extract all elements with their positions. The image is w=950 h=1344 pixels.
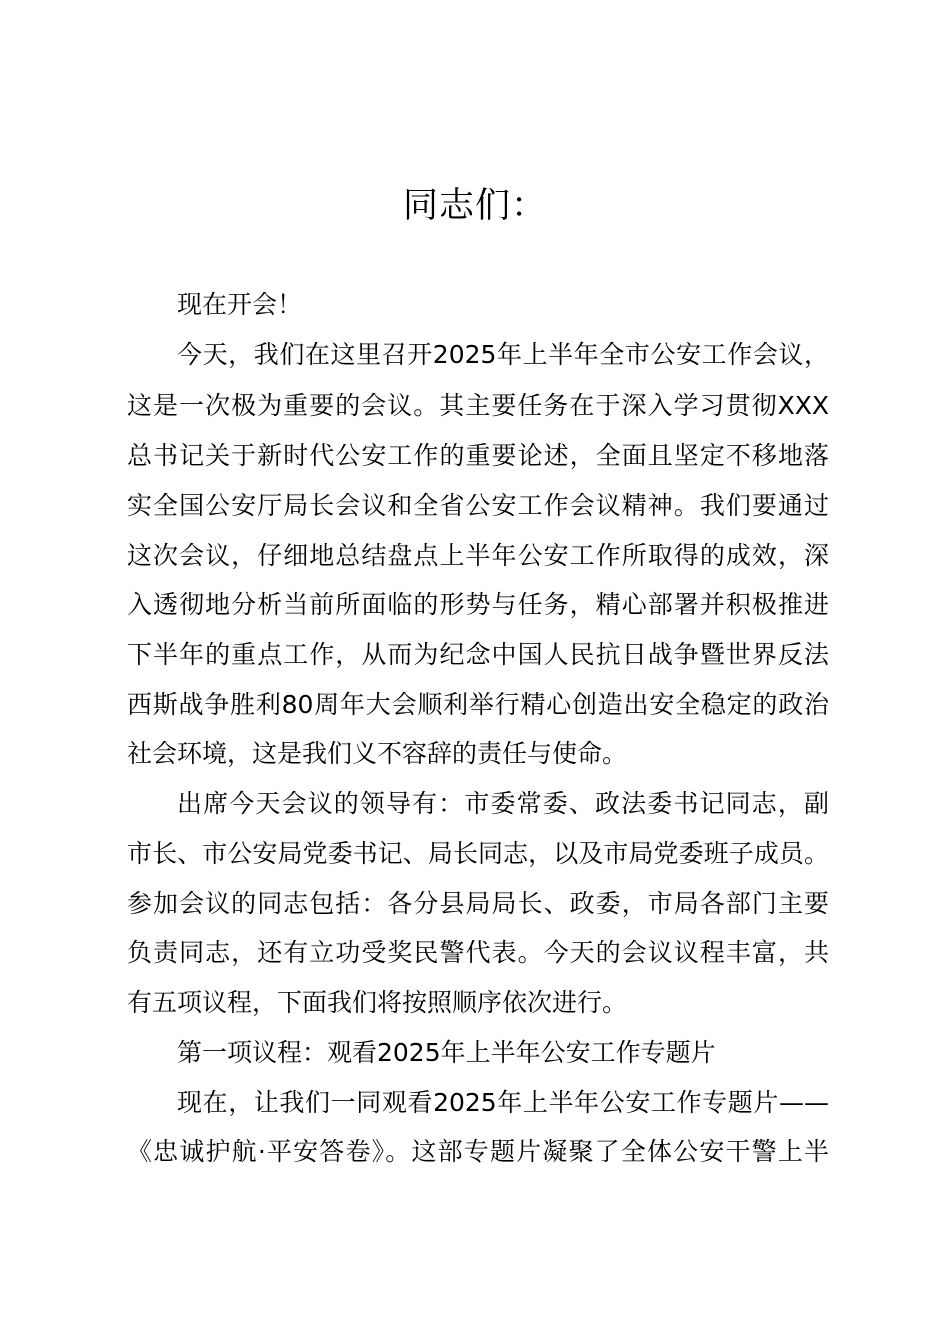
text-line: 市长、市公安局党委书记、局长同志，以及市局党委班子成员。 bbox=[127, 839, 829, 868]
text-line: 现在，让我们一同观看2025年上半年公安工作专题片—— bbox=[177, 1088, 829, 1117]
text-line: 下半年的重点工作，从而为纪念中国人民抗日战争暨世界反法 bbox=[127, 640, 829, 669]
text-line: 总书记关于新时代公安工作的重要论述，全面且坚定不移地落 bbox=[127, 441, 829, 470]
text-line: 负责同志，还有立功受奖民警代表。今天的会议议程丰富，共 bbox=[127, 938, 829, 967]
document-title: 同志们： bbox=[402, 186, 547, 226]
agenda-item-heading: 第一项议程：观看2025年上半年公安工作专题片 bbox=[177, 1038, 716, 1067]
text-line: 现在开会！ bbox=[177, 290, 303, 319]
text-line: 出席今天会议的领导有：市委常委、政法委书记同志，副 bbox=[177, 789, 829, 818]
text-line: 这次会议，仔细地总结盘点上半年公安工作所取得的成效，深 bbox=[127, 541, 829, 570]
text-line: 今天，我们在这里召开2025年上半年全市公安工作会议， bbox=[177, 340, 829, 369]
text-line: 《忠诚护航·平安答卷》。这部专题片凝聚了全体公安干警上半 bbox=[127, 1137, 829, 1166]
text-line: 实全国公安厅局长会议和全省公安工作会议精神。我们要通过 bbox=[127, 491, 829, 520]
text-line: 西斯战争胜利80周年大会顺利举行精心创造出安全稳定的政治 bbox=[127, 690, 829, 719]
text-line: 参加会议的同志包括：各分县局局长、政委，市局各部门主要 bbox=[127, 889, 829, 918]
text-line: 有五项议程，下面我们将按照顺序依次进行。 bbox=[127, 988, 628, 1017]
text-line: 这是一次极为重要的会议。其主要任务在于深入学习贯彻XXX bbox=[127, 391, 829, 420]
text-line: 社会环境，这是我们义不容辞的责任与使命。 bbox=[127, 739, 628, 768]
text-line: 入透彻地分析当前所面临的形势与任务，精心部署并积极推进 bbox=[127, 590, 829, 619]
